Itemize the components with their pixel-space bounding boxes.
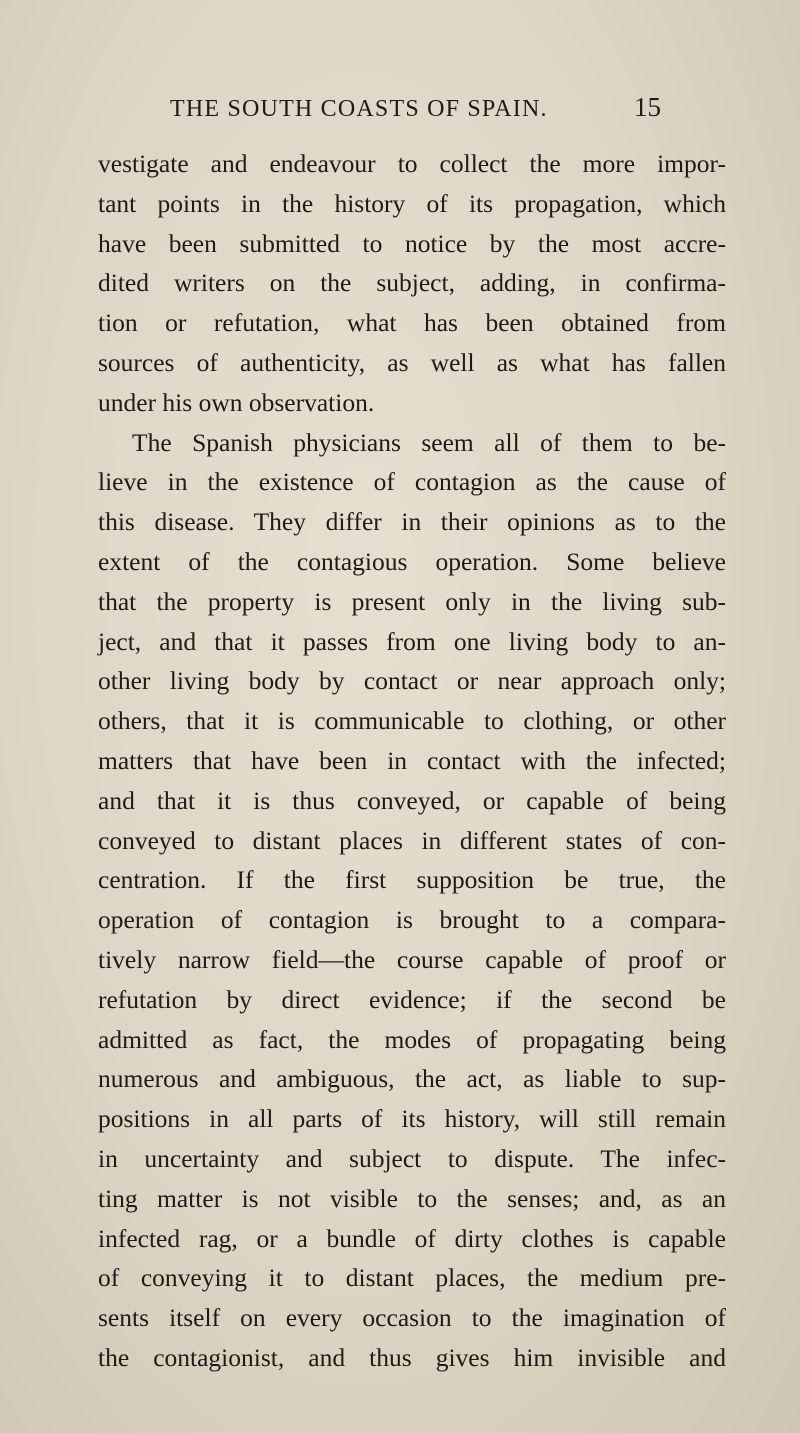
running-head: THE SOUTH COASTS OF SPAIN. bbox=[170, 96, 548, 122]
text-line: ject, and that it passes from one living body to an- bbox=[98, 626, 726, 656]
text-line: others, that it is communicable to clothing, or other bbox=[98, 706, 726, 736]
text-line: operation of contagion is brought to a compara- bbox=[98, 905, 726, 935]
text-line: of conveying it to distant places, the medium pre- bbox=[98, 1263, 726, 1293]
text-line: admitted as fact, the modes of propagating being bbox=[98, 1024, 726, 1054]
text-line: centration. If the first supposition be true, the bbox=[98, 865, 726, 895]
text-line: sents itself on every occasion to the imagination of bbox=[98, 1303, 726, 1333]
text-line: conveyed to distant places in different states of con- bbox=[98, 825, 726, 855]
text-line: that the property is present only in the living sub- bbox=[98, 586, 726, 616]
text-line: have been submitted to notice by the most accre- bbox=[98, 228, 726, 258]
text-line: tion or refutation, what has been obtained from bbox=[98, 308, 726, 338]
text-line: The Spanish physicians seem all of them to be- bbox=[132, 427, 726, 457]
text-line: this disease. They differ in their opinions as to the bbox=[98, 507, 726, 537]
text-line: tant points in the history of its propagation, which bbox=[98, 188, 726, 218]
text-line: refutation by direct evidence; if the second be bbox=[98, 984, 726, 1014]
text-line: under his own observation. bbox=[98, 387, 375, 417]
text-line: positions in all parts of its history, will still remain bbox=[98, 1104, 726, 1134]
body-text bbox=[98, 144, 726, 1378]
text-line: lieve in the existence of contagion as the cause of bbox=[98, 467, 726, 497]
text-line: the contagionist, and thus gives him invisible and bbox=[98, 1342, 726, 1372]
text-line: sources of authenticity, as well as what has fallen bbox=[98, 347, 726, 377]
text-line: matters that have been in contact with the infected; bbox=[98, 745, 726, 775]
text-line: in uncertainty and subject to dispute. The infec- bbox=[98, 1143, 726, 1173]
page-number: 15 bbox=[634, 92, 661, 122]
text-line: vestigate and endeavour to collect the more impor- bbox=[98, 149, 726, 178]
text-line: ting matter is not visible to the senses; and, as an bbox=[98, 1183, 726, 1213]
text-line: tively narrow field—the course capable of proof or bbox=[98, 944, 726, 974]
text-line: extent of the contagious operation. Some believe bbox=[98, 546, 726, 576]
text-line: other living body by contact or near approach only; bbox=[98, 666, 726, 696]
text-line: numerous and ambiguous, the act, as liable to sup- bbox=[98, 1064, 726, 1094]
text-line: dited writers on the subject, adding, in confirma- bbox=[98, 268, 726, 298]
text-line: and that it is thus conveyed, or capable of being bbox=[98, 785, 726, 815]
text-line: infected rag, or a bundle of dirty clothes is capable bbox=[98, 1223, 726, 1253]
